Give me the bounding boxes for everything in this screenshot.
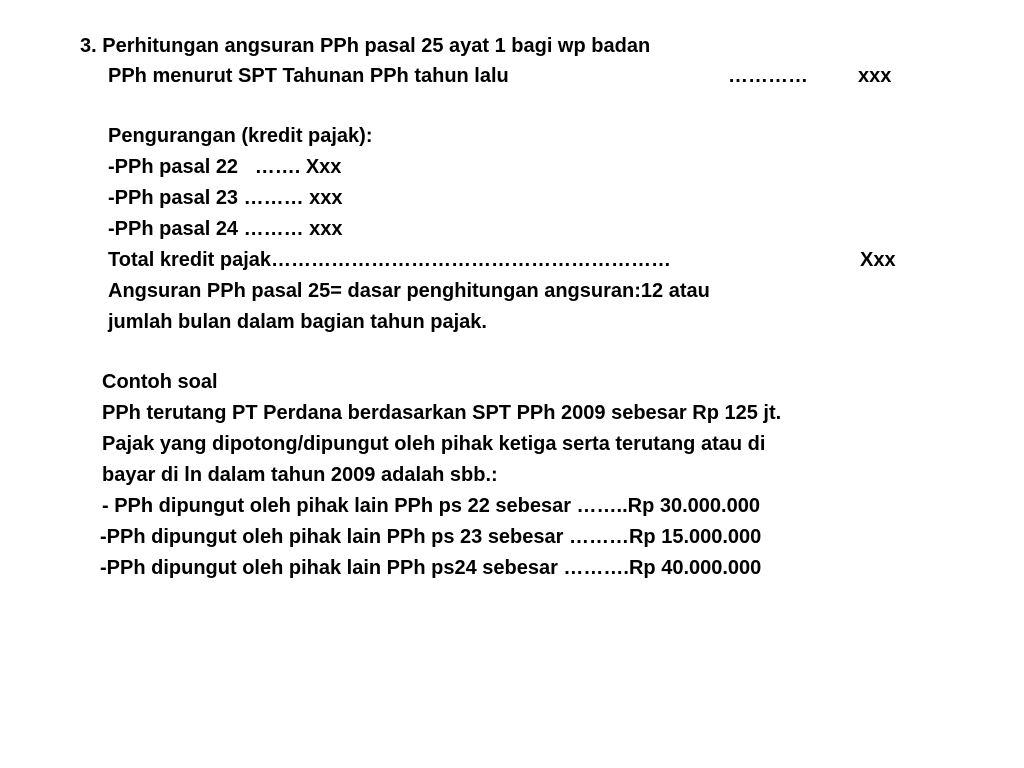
pasal23-line: -PPh pasal 23 ……… xxx [108,187,343,209]
contoh-line-3: bayar di ln dalam tahun 2009 adalah sbb.: [102,464,498,486]
contoh-line-1: PPh terutang PT Perdana berdasarkan SPT PPh 2009 sebesar Rp 125 jt. [102,402,782,424]
total-kredit-label: Total kredit pajak…………………………………………………… [108,249,672,271]
angsuran-line-2: jumlah bulan dalam bagian tahun pajak. [108,311,487,333]
pph-spt-label: PPh menurut SPT Tahunan PPh tahun lalu [108,65,509,87]
total-kredit-value: Xxx [860,249,896,271]
contoh-soal-heading: Contoh soal [102,371,218,393]
contoh-item-2: -PPh dipungut oleh pihak lain PPh ps 23 sebesar ………Rp 15.000.000 [100,526,762,548]
section1-heading: 3. Perhitungan angsuran PPh pasal 25 ayat 1 bagi wp badan [80,35,651,57]
pph-spt-value: xxx [858,65,892,87]
pasal22-line: -PPh pasal 22 ……. Xxx [108,156,342,178]
pengurangan-label: Pengurangan (kredit pajak): [108,125,373,147]
contoh-item-1: - PPh dipungut oleh pihak lain PPh ps 22 sebesar ……..Rp 30.000.000 [102,495,760,517]
pasal24-line: -PPh pasal 24 ……… xxx [108,218,343,240]
contoh-item-3: -PPh dipungut oleh pihak lain PPh ps24 sebesar ……….Rp 40.000.000 [100,557,762,579]
angsuran-line-1: Angsuran PPh pasal 25= dasar penghitungan angsuran:12 atau [108,280,710,302]
pph-spt-dots: ………… [728,65,808,87]
contoh-line-2: Pajak yang dipotong/dipungut oleh pihak ketiga serta terutang atau di [102,433,766,455]
